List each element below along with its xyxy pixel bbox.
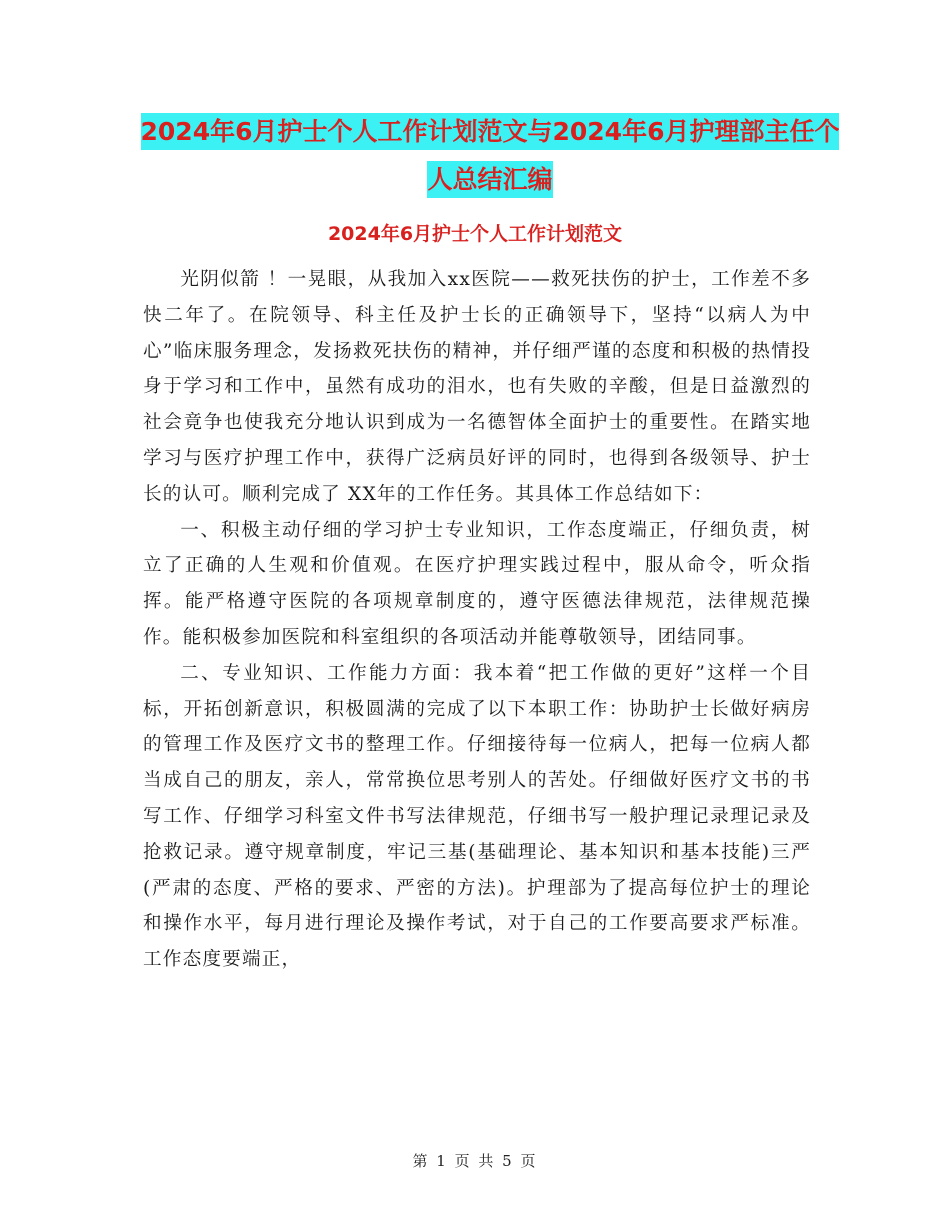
section-title: 2024年6月护士个人工作计划范文	[327, 223, 623, 245]
page-footer: 第 1 页 共 5 页	[412, 1152, 538, 1170]
paragraph-two: 二、专业知识、工作能力方面：我本着“把工作做的更好”这样一个目标，开拓创新意识，积极圆满的完成了以下本职工作：协助护士长做好病房的管理工作及医疗文书的整理工作。仔细接待每一位病人，把每一位病人都当成自己的朋友，亲人，常常换位思考别人的苦处。仔细做好医疗文书的书写工作、仔细学习科室文件书写法律规范，仔细书写一般护理记录理记录及抢救记录。遵守规章制度，牢记三基(基础理论、基本知识和基本技能)三严(严肃的态度、严格的要求、严密的方法)。护理部为了提高每位护士的理论和操作水平，每月进行理论及操作考试，对于自己的工作要高要求严标准。工作态度要端正，	[143, 662, 811, 971]
paragraph-intro: 光阴似箭 ！一晃眼，从我加入xx医院——救死扶伤的护士，工作差不多快二年了。在院领导、科主任及护士长的正确领导下，坚持“以病人为中心”临床服务理念，发扬救死扶伤的精神，并仔细严谨的态度和积极的热情投身于学习和工作中，虽然有成功的泪水，也有失败的辛酸，但是日益激烈的社会竟争也使我充分地认识到成为一名德智体全面护士的重要性。在踏实地学习与医疗护理工作中，获得广泛病员好评的同时，也得到各级领导、护士长的认可。顺利完成了 XX年的工作任务。其具体工作总结如下：	[143, 269, 811, 505]
paragraph-one: 一、积极主动仔细的学习护士专业知识，工作态度端正，仔细负责，树立了正确的人生观和价值观。在医疗护理实践过程中，服从命令，听众指挥。能严格遵守医院的各项规章制度的，遵守医德法律规范，法律规范操作。能积极参加医院和科室组织的各项活动并能尊敬领导，团结同事。	[143, 519, 811, 648]
document-title-text: 2024年6月护士个人工作计划范文与2024年6月护理部主任个人总结汇编	[141, 113, 840, 198]
document-title	[140, 108, 840, 204]
document-body	[143, 262, 811, 978]
